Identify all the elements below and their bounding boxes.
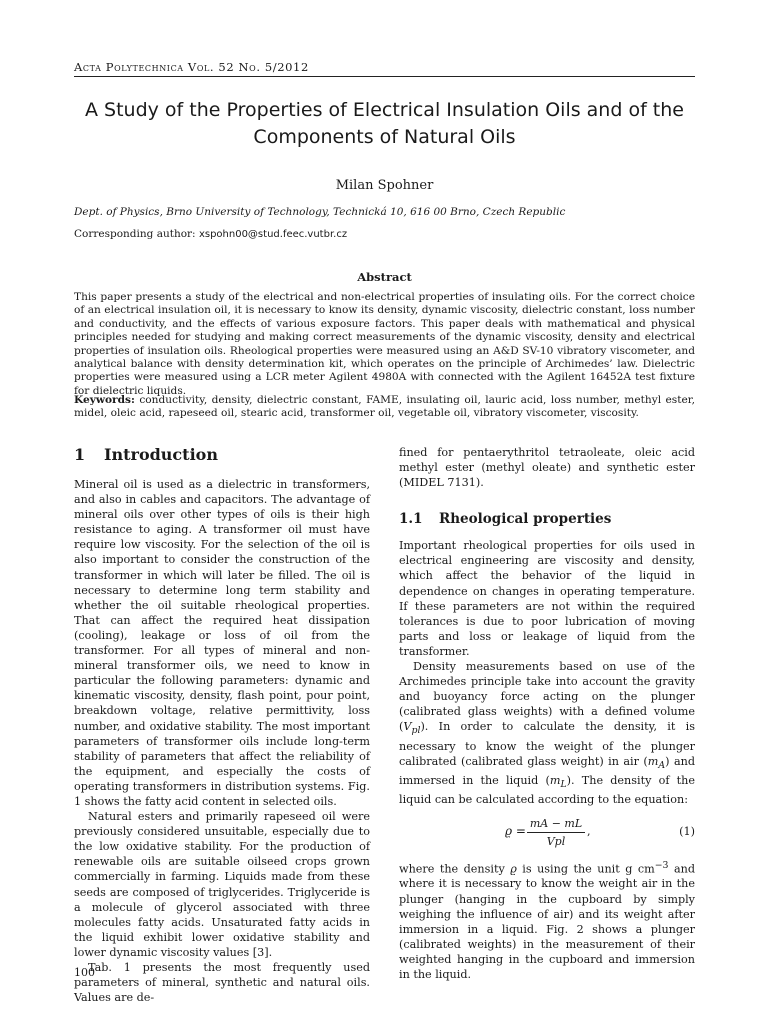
keywords-label: Keywords: bbox=[74, 394, 135, 406]
author-affiliation: Dept. of Physics, Brno University of Technology, Technická 10, 616 00 Brno, Czech Republic bbox=[74, 206, 566, 218]
section-1-number: 1 bbox=[74, 445, 86, 464]
section-1-title: Introduction bbox=[104, 445, 218, 464]
abstract-heading: Abstract bbox=[357, 270, 412, 284]
intro-paragraph-3: Tab. 1 presents the most frequently used parameters of mineral, synthetic and natural oils. Values are de- bbox=[74, 961, 370, 1005]
paper-title bbox=[74, 97, 695, 151]
author-name: Milan Spohner bbox=[335, 178, 434, 193]
section-1-1-number: 1.1 bbox=[399, 511, 423, 528]
intro-paragraph-1: Mineral oil is used as a dielectric in transformers, and also in cables and capacitors. The advantage of mineral oils over other types of oils is their high resistance to aging. A transformer oil must have require low viscosity. For the selection of the oil is also important to consider the construction of the transformer in which will later be filled. The oil is necessary to determine long term stability and whether the oil suitable rheological properties. That can affect the required heat dissipation (cooling), leakage or loss of oil from the transformer. For all types of mineral and non-mineral transformer oils, we need to know in particular the following parameters: dynamic and kinematic viscosity, density, flash point, pour point, breakdown voltage, relative permittivity, loss number, and oxidative stability. The most important parameters of transformer oils include long-term stability of parameters that affect the reliability of the equipment, and especially the costs of operating transformers in distribution systems. Fig. 1 shows the fatty acid content in selected oils. bbox=[74, 478, 370, 808]
corresponding-label: Corresponding author: bbox=[74, 228, 199, 240]
intro-paragraph-2: Natural esters and primarily rapeseed oil were previously considered unsuitable, especially due to the low oxidative stability. For the production of renewable oils are suitable oilseed crops grown commercially in farming. Liquids made from these seeds are composed of triglycerides. Triglyceride is a molecule of glycerol associated with three molecules fatty acids. Unsaturated fatty acids in the liquid exhibit lower oxidative stability and lower dynamic viscosity values [3]. bbox=[74, 810, 370, 959]
section-1-1-title: Rheological properties bbox=[439, 511, 612, 528]
page-number: 100 bbox=[74, 966, 95, 979]
section-1-heading bbox=[74, 445, 370, 465]
equation-number: (1) bbox=[679, 824, 695, 838]
right-column bbox=[399, 445, 695, 982]
rheology-paragraph-2: Density measurements based on use of the Archimedes principle take into account the gravity and buoyancy force acting on the plunger (calibrated glass weights) with a defined volume $(V_{pl})$. In order to calculate the density, it is necessary to know the weight of the plunger calibrated (calibrated glass weight) in air $(m_A)$ and immersed in the liquid $(m_L)$. The density of the liquid can be calculated according to the equation: bbox=[399, 660, 695, 807]
title-line-1: A Study of the Properties of Electrical Insulation Oils and of the bbox=[84, 99, 684, 121]
equation-denominator: Vpl bbox=[546, 834, 566, 848]
journal-header: Acta Polytechnica Vol. 52 No. 5/2012 bbox=[74, 60, 309, 74]
corresponding-author bbox=[74, 228, 347, 240]
left-column bbox=[74, 445, 370, 1005]
rheology-paragraph-1: Important rheological properties for oils used in electrical engineering are viscosity and density, which affect the behavior of the liquid in dependence on changes in operating temperature. If these parameters are not within the required tolerances is due to poor lubrication of moving parts and loss or leakage of liquid from the transformer. bbox=[399, 539, 695, 658]
abstract-text: This paper presents a study of the electrical and non-electrical properties of insulating oils. For the correct choice of an electrical insulation oil, it is necessary to know its density, dynamic viscosity, dielectric constant, loss number and conductivity, and the effects of various exposure factors. This paper deals with mathematical and physical principles needed for studying and making correct measurements of the dynamic viscosity, density and electrical properties of insulation oils. Rheological properties were measured using an A&D SV-10 vibratory viscometer, and analytical balance with density determination kit, which operates on the principle of Archimedes’ law. Dielectric properties were measured using a LCR meter Agilent 4980A with connected with the Agilent 16452A test fixture for dielectric liquids. bbox=[74, 291, 695, 397]
keywords-list: conductivity, density, dielectric constant, FAME, insulating oil, lauric acid, loss number, methyl ester, midel, oleic acid, rapeseed oil, stearic acid, transformer oil, vegetable oil, vibratory viscometer, viscosity. bbox=[74, 394, 695, 420]
header-rule bbox=[74, 76, 695, 77]
equation-fraction bbox=[527, 816, 585, 849]
equation-numerator: mA − mL bbox=[527, 816, 585, 833]
corresponding-email[interactable]: xspohn00@stud.feec.vutbr.cz bbox=[198, 229, 348, 240]
equation-1 bbox=[399, 816, 695, 850]
equation-comma: , bbox=[587, 824, 591, 838]
section-1-1-heading bbox=[399, 510, 695, 528]
keywords bbox=[74, 394, 695, 421]
equation-lhs: ϱ = bbox=[505, 823, 526, 838]
title-line-2: Components of Natural Oils bbox=[253, 126, 516, 148]
rheology-paragraph-3: where the density ϱ is using the unit g $cm^{-3}$ and where it is necessary to know the weight air in the plunger (hanging in the cupboard by simply weighing the influence of air) and its weight after immersion in a liquid. Fig. 2 shows a plunger (calibrated weights) in the measurement of their weighted hanging in the cupboard and immersion in the liquid. bbox=[399, 859, 696, 981]
intro-paragraph-3-continued: fined for pentaerythritol tetraoleate, oleic acid methyl ester (methyl oleate) and synthetic ester (MIDEL 7131). bbox=[399, 446, 695, 490]
